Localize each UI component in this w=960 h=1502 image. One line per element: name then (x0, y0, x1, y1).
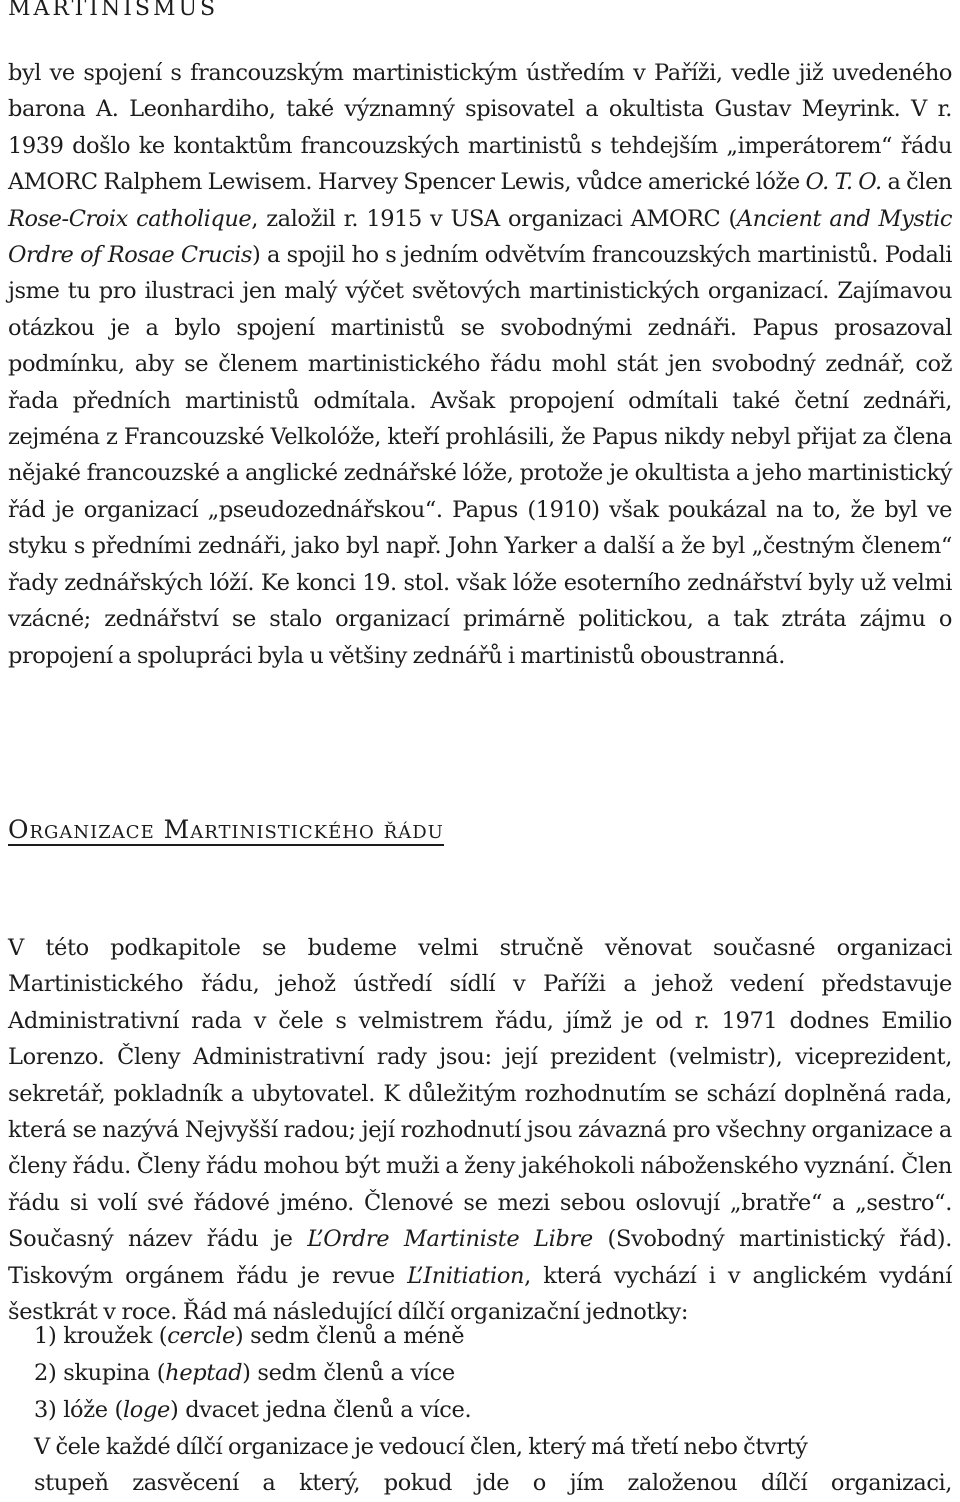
paragraph-2 (8, 930, 952, 1330)
text-run: stupeň zasvěcení a který, pokud jde o jím založenou dílčí organizaci, (34, 1470, 952, 1497)
italic-term: Rose-Croix catholique (8, 205, 252, 232)
paragraph-1 (8, 55, 952, 674)
list-item: 3) lóže (loge) dvacet jedna členů a více. (34, 1397, 472, 1423)
italic-term: L’Initiation (407, 1262, 525, 1289)
text-run: V čele každé dílčí organizace je vedoucí člen, který má třetí nebo čtvrtý (34, 1434, 808, 1460)
text-run: ) a spojil ho s jedním odvětvím francouzských martinistů. Podali jsme tu pro ilustraci jen malý výčet světových martinistických organizací. Zajímavou otázkou je a bylo spojení martinistů se svobodnými zednáři. Papus prosazoval podmínku, aby se členem martinistického řádu mohl stát jen svobodný zednář, což řada předních martinistů odmítala. Avšak propojení odmítali také četní zednáři, zejména z Francouzské Velkolóže, kteří prohlásili, že Papus nikdy nebyl přijat za člena nějaké francouzské a anglické zednářské lóže, protože je okultista a jeho martinistický řád je organizací „pseudozednářskou“. Papus (1910) však poukázal na to, že byl ve styku s předními zednáři, jako byl např. John Yarker a další a že byl „čestným členem“ řady zednářských lóží. Ke konci 19. stol. však lóže esoterního zednářství byly už velmi vzácné; zednářství se stalo organizací primárně politickou, a tak ztráta zájmu o propojení a spolupráci byla u většiny zednářů i martinistů oboustranná. (8, 242, 952, 669)
text-run: a člen (881, 169, 952, 196)
italic-term: L’Ordre Martiniste Libre (307, 1226, 593, 1253)
paragraph-3 (8, 1429, 952, 1502)
list-item: 2) skupina (heptad) sedm členů a více (34, 1360, 455, 1386)
section-heading: Organizace Martinistického řádu (8, 815, 444, 844)
text-run: , založil r. 1915 v USA organizaci AMORC ( (251, 205, 737, 232)
text-run: V této podkapitole se budeme velmi stručně věnovat současné organizaci Martinistického řádu, jehož ústředí sídlí v Paříži a jehož vedení představuje Administrativní rada v čele s velmistrem řádu, jímž je od r. 1971 dodnes Emilio Lorenzo. Členy Administrativní rady jsou: její prezident (velmistr), viceprezident, sekretář, pokladník a ubytovatel. K důležitým rozhodnutím se schází doplněná rada, která se nazývá Nejvyšší radou; její rozhodnutí jsou závazná pro všechny organizace a členy řádu. Členy řádu mohou být muži a ženy jakéhokoli náboženského vyznání. Člen řádu si volí své řádové jméno. Členové se mezi sebou oslovují „bratře“ a „sestro“. Současný název řádu je (8, 935, 952, 1253)
italic-term: Ancient and Mystic Ordre of Rosae Crucis (8, 205, 952, 269)
text-run: byl ve spojení s francouzským martinistickým ústředím v Paříži, vedle již uvedeného barona A. Leonhardiho, také významný spisovatel a okultista Gustav Meyrink. V r. 1939 došlo ke kontaktům francouzských martinistů s tehdejším „imperátorem“ řádu AMORC Ralphem Lewisem. Harvey Spencer Lewis, vůdce americké lóže (8, 60, 952, 196)
text-run: , která vychází i v anglickém vydání šestkrát v roce. Řád má následující dílčí organizační jednotky: (8, 1262, 953, 1326)
running-head: MARTINISMUS (8, 0, 219, 21)
unit-list (34, 1318, 952, 1429)
italic-term: O. T. O. (805, 169, 882, 196)
list-item: 1) kroužek (cercle) sedm členů a méně (34, 1323, 465, 1349)
text-run: (Svobodný martinistický řád). Tiskovým orgánem řádu je revue (8, 1226, 953, 1289)
